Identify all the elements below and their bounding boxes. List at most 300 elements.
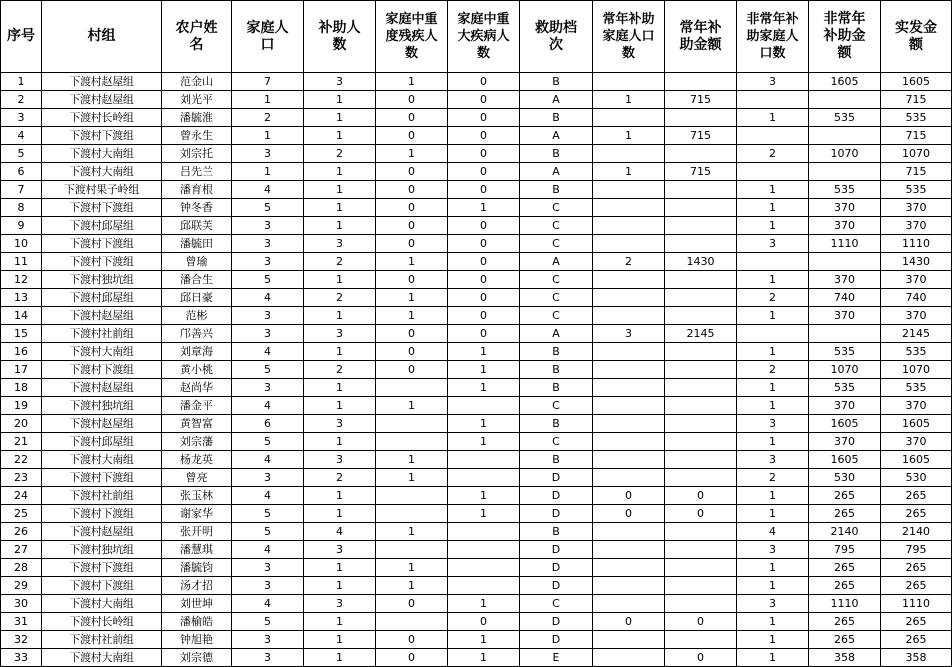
cell-disabled: 1 xyxy=(376,253,448,271)
cell-regular-amount xyxy=(665,433,737,451)
cell-village: 下渡村社前组 xyxy=(42,631,162,649)
cell-village: 下渡村长岭组 xyxy=(42,109,162,127)
cell-illness: 0 xyxy=(448,217,520,235)
cell-nonregular-people: 3 xyxy=(737,415,809,433)
cell-regular-amount xyxy=(665,289,737,307)
cell-nonregular-people xyxy=(737,163,809,181)
cell-family: 3 xyxy=(232,145,304,163)
cell-aided: 1 xyxy=(304,109,376,127)
cell-regular-amount xyxy=(665,199,737,217)
cell-family: 5 xyxy=(232,505,304,523)
cell-village: 下渡村下渡组 xyxy=(42,235,162,253)
cell-nonregular-amount: 265 xyxy=(809,559,881,577)
cell-illness xyxy=(448,451,520,469)
cell-aided: 1 xyxy=(304,163,376,181)
cell-regular-people xyxy=(593,289,665,307)
cell-nonregular-amount: 1070 xyxy=(809,145,881,163)
cell-seq: 11 xyxy=(1,253,42,271)
cell-paid: 795 xyxy=(881,541,952,559)
table-row xyxy=(1,271,952,289)
cell-level: C xyxy=(520,199,593,217)
cell-nonregular-people: 1 xyxy=(737,559,809,577)
cell-village: 下渡村长岭组 xyxy=(42,613,162,631)
cell-seq: 22 xyxy=(1,451,42,469)
cell-village: 下渡村下渡组 xyxy=(42,199,162,217)
cell-regular-people xyxy=(593,595,665,613)
cell-name: 曾永生 xyxy=(162,127,232,145)
cell-village: 下渡村邱屋组 xyxy=(42,217,162,235)
cell-nonregular-amount: 370 xyxy=(809,199,881,217)
cell-regular-people xyxy=(593,73,665,91)
cell-name: 潘榆皓 xyxy=(162,613,232,631)
cell-disabled: 1 xyxy=(376,397,448,415)
cell-aided: 1 xyxy=(304,379,376,397)
cell-disabled: 0 xyxy=(376,343,448,361)
cell-paid: 1070 xyxy=(881,145,952,163)
cell-level: A xyxy=(520,127,593,145)
cell-illness: 1 xyxy=(448,415,520,433)
cell-nonregular-people: 2 xyxy=(737,145,809,163)
cell-seq: 4 xyxy=(1,127,42,145)
cell-paid: 370 xyxy=(881,217,952,235)
cell-regular-people xyxy=(593,379,665,397)
cell-aided: 1 xyxy=(304,397,376,415)
cell-regular-amount xyxy=(665,577,737,595)
cell-regular-people: 3 xyxy=(593,325,665,343)
cell-disabled: 0 xyxy=(376,181,448,199)
header-seq: 序号 xyxy=(1,1,42,73)
cell-illness xyxy=(448,559,520,577)
table-row xyxy=(1,253,952,271)
cell-village: 下渡村赵屋组 xyxy=(42,379,162,397)
cell-nonregular-amount: 740 xyxy=(809,289,881,307)
cell-disabled: 0 xyxy=(376,109,448,127)
cell-name: 范金山 xyxy=(162,73,232,91)
cell-regular-amount xyxy=(665,181,737,199)
cell-aided: 3 xyxy=(304,595,376,613)
cell-level: B xyxy=(520,181,593,199)
cell-name: 曾亮 xyxy=(162,469,232,487)
cell-family: 4 xyxy=(232,595,304,613)
cell-aided: 1 xyxy=(304,559,376,577)
cell-seq: 16 xyxy=(1,343,42,361)
cell-aided: 1 xyxy=(304,649,376,667)
cell-family: 5 xyxy=(232,199,304,217)
cell-seq: 7 xyxy=(1,181,42,199)
cell-seq: 29 xyxy=(1,577,42,595)
cell-nonregular-people: 1 xyxy=(737,433,809,451)
cell-paid: 265 xyxy=(881,613,952,631)
cell-regular-people xyxy=(593,559,665,577)
cell-seq: 27 xyxy=(1,541,42,559)
cell-regular-amount: 715 xyxy=(665,163,737,181)
cell-illness: 1 xyxy=(448,199,520,217)
header-regular-people: 常年补助家庭人口数 xyxy=(593,1,665,73)
cell-aided: 1 xyxy=(304,505,376,523)
cell-illness xyxy=(448,577,520,595)
table-row xyxy=(1,595,952,613)
cell-level: C xyxy=(520,235,593,253)
cell-nonregular-people: 3 xyxy=(737,595,809,613)
cell-regular-amount: 2145 xyxy=(665,325,737,343)
cell-illness: 0 xyxy=(448,109,520,127)
cell-illness: 0 xyxy=(448,613,520,631)
cell-family: 5 xyxy=(232,613,304,631)
cell-paid: 1110 xyxy=(881,235,952,253)
cell-disabled xyxy=(376,433,448,451)
cell-seq: 17 xyxy=(1,361,42,379)
cell-seq: 21 xyxy=(1,433,42,451)
header-illness-count: 家庭中重大疾病人数 xyxy=(448,1,520,73)
cell-regular-people xyxy=(593,541,665,559)
cell-nonregular-amount: 535 xyxy=(809,343,881,361)
cell-disabled: 0 xyxy=(376,595,448,613)
cell-aided: 1 xyxy=(304,217,376,235)
cell-paid: 265 xyxy=(881,559,952,577)
cell-regular-people: 2 xyxy=(593,253,665,271)
cell-regular-amount: 0 xyxy=(665,487,737,505)
cell-nonregular-amount: 1605 xyxy=(809,451,881,469)
cell-nonregular-people: 3 xyxy=(737,235,809,253)
cell-name: 潘毓淮 xyxy=(162,109,232,127)
table-row xyxy=(1,343,952,361)
cell-nonregular-amount: 265 xyxy=(809,613,881,631)
cell-illness: 1 xyxy=(448,379,520,397)
cell-aided: 1 xyxy=(304,631,376,649)
cell-aided: 1 xyxy=(304,487,376,505)
cell-nonregular-people xyxy=(737,91,809,109)
cell-regular-amount xyxy=(665,595,737,613)
cell-disabled: 0 xyxy=(376,199,448,217)
cell-regular-amount xyxy=(665,271,737,289)
cell-village: 下渡村大南组 xyxy=(42,649,162,667)
cell-regular-amount: 0 xyxy=(665,649,737,667)
cell-paid: 2145 xyxy=(881,325,952,343)
cell-level: C xyxy=(520,289,593,307)
cell-name: 潘金平 xyxy=(162,397,232,415)
cell-village: 下渡村赵屋组 xyxy=(42,307,162,325)
cell-nonregular-amount: 535 xyxy=(809,379,881,397)
cell-seq: 33 xyxy=(1,649,42,667)
cell-seq: 32 xyxy=(1,631,42,649)
cell-level: D xyxy=(520,487,593,505)
cell-seq: 2 xyxy=(1,91,42,109)
cell-regular-people xyxy=(593,235,665,253)
cell-family: 4 xyxy=(232,397,304,415)
cell-illness: 0 xyxy=(448,163,520,181)
cell-nonregular-amount: 358 xyxy=(809,649,881,667)
cell-name: 潘毓田 xyxy=(162,235,232,253)
cell-village: 下渡村赵屋组 xyxy=(42,415,162,433)
cell-village: 下渡村邱屋组 xyxy=(42,433,162,451)
cell-nonregular-amount: 530 xyxy=(809,469,881,487)
table-row xyxy=(1,523,952,541)
cell-regular-amount xyxy=(665,397,737,415)
cell-level: A xyxy=(520,163,593,181)
cell-nonregular-people: 1 xyxy=(737,577,809,595)
cell-seq: 24 xyxy=(1,487,42,505)
cell-seq: 12 xyxy=(1,271,42,289)
cell-regular-people xyxy=(593,199,665,217)
cell-name: 刘宗藩 xyxy=(162,433,232,451)
table-row xyxy=(1,289,952,307)
cell-village: 下渡村大南组 xyxy=(42,451,162,469)
cell-name: 刘宗托 xyxy=(162,145,232,163)
cell-disabled: 0 xyxy=(376,271,448,289)
cell-family: 5 xyxy=(232,361,304,379)
cell-nonregular-people: 1 xyxy=(737,505,809,523)
cell-nonregular-amount: 1605 xyxy=(809,73,881,91)
cell-illness: 0 xyxy=(448,307,520,325)
cell-paid: 535 xyxy=(881,343,952,361)
cell-family: 4 xyxy=(232,487,304,505)
cell-village: 下渡村赵屋组 xyxy=(42,91,162,109)
cell-level: C xyxy=(520,397,593,415)
cell-illness: 0 xyxy=(448,289,520,307)
cell-nonregular-people: 1 xyxy=(737,613,809,631)
cell-nonregular-amount: 265 xyxy=(809,631,881,649)
cell-name: 曾瑜 xyxy=(162,253,232,271)
cell-aided: 2 xyxy=(304,145,376,163)
cell-illness: 0 xyxy=(448,271,520,289)
cell-village: 下渡村下渡组 xyxy=(42,469,162,487)
cell-level: D xyxy=(520,505,593,523)
cell-aided: 1 xyxy=(304,181,376,199)
cell-aided: 1 xyxy=(304,199,376,217)
cell-family: 3 xyxy=(232,379,304,397)
cell-nonregular-people: 1 xyxy=(737,631,809,649)
cell-illness: 0 xyxy=(448,127,520,145)
cell-paid: 715 xyxy=(881,91,952,109)
cell-disabled xyxy=(376,415,448,433)
cell-nonregular-people: 3 xyxy=(737,73,809,91)
cell-illness: 0 xyxy=(448,235,520,253)
cell-family: 3 xyxy=(232,217,304,235)
cell-nonregular-people: 3 xyxy=(737,541,809,559)
header-disabled-count: 家庭中重度残疾人数 xyxy=(376,1,448,73)
cell-level: E xyxy=(520,649,593,667)
table-row xyxy=(1,199,952,217)
cell-family: 4 xyxy=(232,451,304,469)
cell-nonregular-people: 2 xyxy=(737,289,809,307)
cell-regular-people xyxy=(593,361,665,379)
cell-family: 5 xyxy=(232,523,304,541)
table-row xyxy=(1,415,952,433)
cell-paid: 358 xyxy=(881,649,952,667)
table-row xyxy=(1,487,952,505)
cell-regular-people: 1 xyxy=(593,127,665,145)
table-row xyxy=(1,559,952,577)
cell-seq: 9 xyxy=(1,217,42,235)
cell-paid: 370 xyxy=(881,397,952,415)
cell-regular-people xyxy=(593,307,665,325)
cell-illness xyxy=(448,469,520,487)
table-row xyxy=(1,541,952,559)
cell-level: B xyxy=(520,361,593,379)
cell-regular-amount xyxy=(665,451,737,469)
cell-paid: 715 xyxy=(881,163,952,181)
cell-disabled: 0 xyxy=(376,163,448,181)
cell-level: D xyxy=(520,613,593,631)
cell-nonregular-people: 1 xyxy=(737,379,809,397)
cell-nonregular-people: 1 xyxy=(737,199,809,217)
cell-level: C xyxy=(520,271,593,289)
cell-nonregular-amount: 370 xyxy=(809,307,881,325)
cell-illness: 0 xyxy=(448,253,520,271)
cell-paid: 1605 xyxy=(881,451,952,469)
cell-name: 潘育根 xyxy=(162,181,232,199)
cell-family: 5 xyxy=(232,271,304,289)
cell-paid: 370 xyxy=(881,271,952,289)
cell-village: 下渡村社前组 xyxy=(42,487,162,505)
cell-nonregular-amount: 535 xyxy=(809,109,881,127)
cell-paid: 1070 xyxy=(881,361,952,379)
header-nonregular-amount: 非常年补助金额 xyxy=(809,1,881,73)
cell-regular-amount xyxy=(665,361,737,379)
cell-nonregular-people: 1 xyxy=(737,397,809,415)
cell-aided: 2 xyxy=(304,253,376,271)
cell-nonregular-amount: 370 xyxy=(809,271,881,289)
cell-disabled xyxy=(376,487,448,505)
cell-regular-amount xyxy=(665,559,737,577)
cell-paid: 1605 xyxy=(881,73,952,91)
cell-nonregular-amount: 1070 xyxy=(809,361,881,379)
cell-level: C xyxy=(520,595,593,613)
cell-nonregular-people: 1 xyxy=(737,649,809,667)
cell-level: B xyxy=(520,379,593,397)
cell-level: B xyxy=(520,451,593,469)
cell-nonregular-people: 2 xyxy=(737,361,809,379)
cell-name: 黄智富 xyxy=(162,415,232,433)
cell-paid: 2140 xyxy=(881,523,952,541)
cell-village: 下渡村下渡组 xyxy=(42,127,162,145)
cell-paid: 535 xyxy=(881,109,952,127)
cell-disabled: 0 xyxy=(376,361,448,379)
cell-name: 刘世坤 xyxy=(162,595,232,613)
cell-village: 下渡村下渡组 xyxy=(42,559,162,577)
cell-family: 3 xyxy=(232,577,304,595)
cell-seq: 28 xyxy=(1,559,42,577)
cell-level: C xyxy=(520,217,593,235)
cell-name: 张开明 xyxy=(162,523,232,541)
cell-illness: 1 xyxy=(448,631,520,649)
cell-aided: 1 xyxy=(304,91,376,109)
cell-disabled: 0 xyxy=(376,217,448,235)
cell-paid: 265 xyxy=(881,577,952,595)
cell-level: A xyxy=(520,91,593,109)
cell-family: 3 xyxy=(232,649,304,667)
cell-disabled: 1 xyxy=(376,559,448,577)
cell-regular-people xyxy=(593,577,665,595)
cell-paid: 265 xyxy=(881,631,952,649)
cell-nonregular-amount: 370 xyxy=(809,397,881,415)
cell-regular-people: 1 xyxy=(593,163,665,181)
cell-illness: 1 xyxy=(448,595,520,613)
cell-disabled: 0 xyxy=(376,649,448,667)
cell-nonregular-people: 3 xyxy=(737,451,809,469)
cell-name: 邝善兴 xyxy=(162,325,232,343)
cell-aided: 3 xyxy=(304,541,376,559)
cell-regular-amount xyxy=(665,73,737,91)
cell-seq: 1 xyxy=(1,73,42,91)
cell-aided: 3 xyxy=(304,235,376,253)
cell-disabled: 1 xyxy=(376,73,448,91)
cell-seq: 31 xyxy=(1,613,42,631)
cell-disabled: 0 xyxy=(376,235,448,253)
cell-nonregular-people: 1 xyxy=(737,217,809,235)
cell-regular-amount xyxy=(665,109,737,127)
cell-family: 3 xyxy=(232,325,304,343)
cell-paid: 370 xyxy=(881,307,952,325)
cell-paid: 1605 xyxy=(881,415,952,433)
header-aided-count: 补助人数 xyxy=(304,1,376,73)
cell-family: 6 xyxy=(232,415,304,433)
cell-paid: 265 xyxy=(881,487,952,505)
cell-seq: 5 xyxy=(1,145,42,163)
cell-village: 下渡村果子岭组 xyxy=(42,181,162,199)
cell-family: 3 xyxy=(232,631,304,649)
table-row xyxy=(1,307,952,325)
cell-aided: 2 xyxy=(304,361,376,379)
cell-seq: 6 xyxy=(1,163,42,181)
cell-regular-amount xyxy=(665,379,737,397)
cell-aided: 4 xyxy=(304,523,376,541)
cell-disabled: 1 xyxy=(376,145,448,163)
cell-name: 汤才招 xyxy=(162,577,232,595)
cell-family: 2 xyxy=(232,109,304,127)
table-row xyxy=(1,145,952,163)
cell-illness: 0 xyxy=(448,181,520,199)
cell-seq: 3 xyxy=(1,109,42,127)
cell-aided: 1 xyxy=(304,613,376,631)
cell-nonregular-people: 1 xyxy=(737,487,809,505)
cell-level: D xyxy=(520,469,593,487)
cell-village: 下渡村下渡组 xyxy=(42,577,162,595)
cell-regular-people: 1 xyxy=(593,91,665,109)
cell-seq: 19 xyxy=(1,397,42,415)
cell-nonregular-amount: 265 xyxy=(809,505,881,523)
cell-level: D xyxy=(520,577,593,595)
cell-regular-people xyxy=(593,631,665,649)
cell-family: 4 xyxy=(232,289,304,307)
cell-nonregular-people: 4 xyxy=(737,523,809,541)
cell-name: 潘毓钧 xyxy=(162,559,232,577)
cell-seq: 13 xyxy=(1,289,42,307)
cell-regular-people xyxy=(593,469,665,487)
cell-village: 下渡村邱屋组 xyxy=(42,289,162,307)
cell-regular-amount xyxy=(665,631,737,649)
table-row xyxy=(1,127,952,145)
cell-name: 谢家华 xyxy=(162,505,232,523)
cell-regular-amount: 715 xyxy=(665,91,737,109)
cell-seq: 26 xyxy=(1,523,42,541)
cell-nonregular-amount: 2140 xyxy=(809,523,881,541)
cell-seq: 18 xyxy=(1,379,42,397)
cell-village: 下渡村下渡组 xyxy=(42,253,162,271)
cell-family: 3 xyxy=(232,253,304,271)
cell-illness: 1 xyxy=(448,649,520,667)
cell-nonregular-amount xyxy=(809,325,881,343)
cell-village: 下渡村独坑组 xyxy=(42,397,162,415)
cell-paid: 535 xyxy=(881,181,952,199)
cell-regular-people xyxy=(593,649,665,667)
cell-level: B xyxy=(520,343,593,361)
table-row xyxy=(1,109,952,127)
cell-name: 刘光平 xyxy=(162,91,232,109)
cell-paid: 265 xyxy=(881,505,952,523)
header-nonregular-people: 非常年补助家庭人口数 xyxy=(737,1,809,73)
cell-disabled xyxy=(376,505,448,523)
